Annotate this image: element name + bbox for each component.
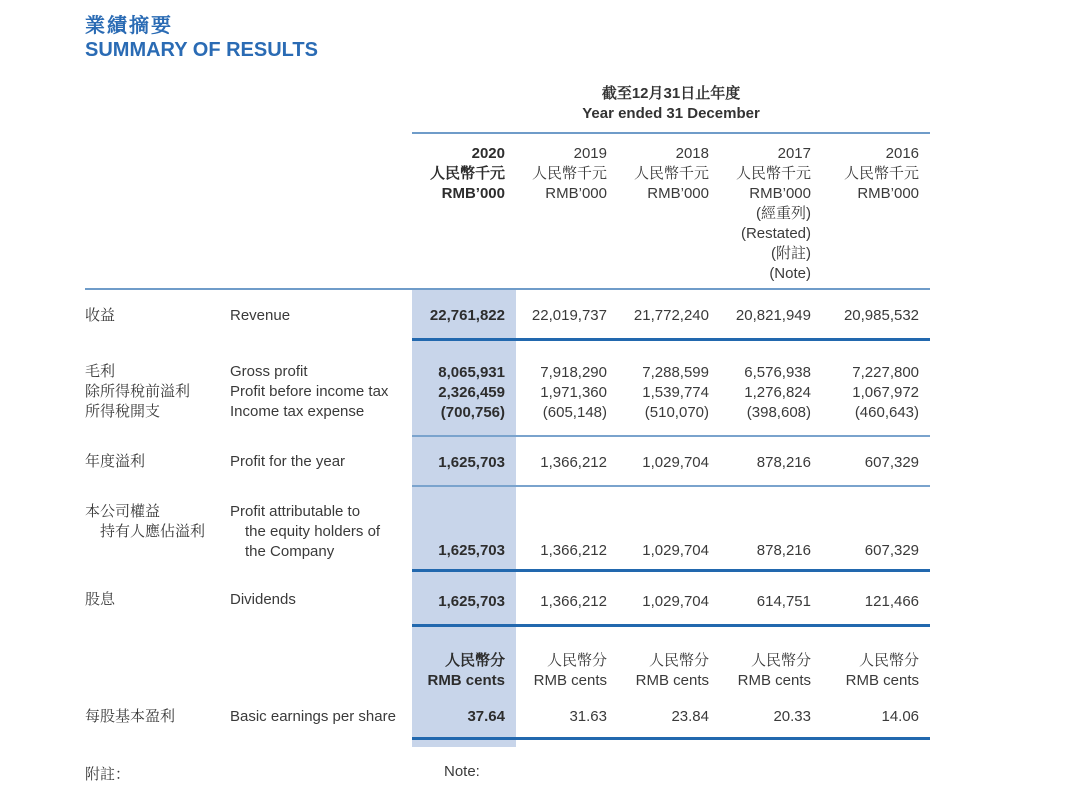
values-profit-group-2016 (822, 340, 930, 437)
column-year: 2016 (885, 145, 920, 162)
row-profit-attributable (85, 486, 930, 570)
units-spacer-en (230, 625, 412, 699)
units-2017 (720, 625, 822, 699)
column-header-spacer-zh (85, 133, 230, 289)
label-zh-line: 持有人應佔溢利 (100, 523, 206, 540)
label-zh-revenue: 收益 (85, 307, 116, 324)
value-profit-year-2016: 607,329 (822, 436, 930, 486)
value-dividends-2017: 614,751 (720, 570, 822, 625)
label-zh-line: 除所得稅前溢利 (85, 382, 191, 400)
label-zh-profit-group (85, 340, 230, 437)
label-zh-eps: 每股基本盈利 (85, 707, 176, 725)
column-unit-zh: 人民幣千元 (531, 165, 607, 182)
spacer-col-2017 (720, 738, 822, 747)
column-note: (Note) (769, 265, 811, 282)
value-profit-attributable-2019: 1,366,212 (516, 486, 618, 570)
value-revenue-2017: 20,821,949 (720, 289, 822, 340)
column-unit-zh: 人民幣千元 (735, 165, 811, 182)
results-table (85, 84, 930, 747)
unit-cents-en: RMB cents (845, 671, 920, 689)
unit-cents-zh: 人民幣分 (546, 651, 607, 669)
label-en-profit-year: Profit for the year (230, 453, 346, 470)
value-profit-year-2020: 1,625,703 (412, 436, 516, 486)
label-en-line: Profit before income tax (230, 382, 389, 400)
column-unit-zh: 人民幣千元 (633, 165, 709, 182)
value-line: 1,067,972 (852, 384, 920, 401)
unit-cents-en: RMB cents (427, 671, 505, 689)
label-en-revenue: Revenue (230, 307, 291, 324)
value-dividends-2018: 1,029,704 (618, 570, 720, 625)
unit-cents-en: RMB cents (533, 671, 607, 689)
value-line: 2,326,459 (438, 384, 505, 401)
column-header-2017 (720, 133, 822, 289)
value-line: (510,070) (644, 404, 709, 421)
period-header-zh: 截至12月31日止年度 (601, 85, 741, 102)
value-line: 7,288,599 (642, 364, 709, 381)
value-eps-2019: 31.63 (516, 699, 618, 739)
page-title-en: SUMMARY OF RESULTS (85, 39, 318, 61)
value-profit-year-2017: 878,216 (720, 436, 822, 486)
column-unit-zh: 人民幣千元 (844, 165, 920, 182)
value-line: 1,539,774 (642, 384, 709, 401)
footnote-zh: 附註： (85, 765, 131, 783)
value-line: 1,971,360 (540, 384, 607, 401)
label-zh-line: 毛利 (85, 362, 116, 380)
value-profit-attributable-2017: 878,216 (720, 486, 822, 570)
page-title-zh: 業績摘要 (85, 15, 173, 37)
column-header-2018 (618, 133, 720, 289)
value-eps-2017: 20.33 (720, 699, 822, 739)
column-note: (經重列) (756, 205, 811, 222)
column-header-row (85, 133, 930, 289)
value-line: (398,608) (746, 404, 811, 421)
value-line: 1,276,824 (744, 384, 811, 401)
row-units (85, 625, 930, 699)
value-line: (605,148) (542, 404, 607, 421)
footnote-en: Note: (444, 762, 480, 780)
column-note: (Restated) (740, 225, 811, 242)
page-title (85, 14, 1080, 62)
unit-cents-zh: 人民幣分 (648, 651, 709, 669)
units-2016 (822, 625, 930, 699)
spacer-zh (85, 738, 230, 747)
value-line: 7,918,290 (540, 364, 607, 381)
units-2018 (618, 625, 720, 699)
value-dividends-2016: 121,466 (822, 570, 930, 625)
value-profit-attributable-2016: 607,329 (822, 486, 930, 570)
footnote-row (0, 763, 1080, 783)
label-en-dividends: Dividends (230, 591, 296, 608)
label-en-profit-group (230, 340, 412, 437)
unit-cents-en: RMB cents (635, 671, 709, 689)
row-profit-group (85, 340, 930, 437)
unit-cents-en: RMB cents (737, 671, 811, 689)
column-unit-en: RMB’000 (545, 185, 607, 202)
unit-cents-zh: 人民幣分 (859, 651, 920, 669)
value-line: 8,065,931 (438, 364, 505, 381)
column-unit-en: RMB’000 (647, 185, 709, 202)
label-zh-line: 所得稅開支 (85, 402, 161, 420)
label-en-profit-attributable (230, 486, 412, 570)
label-en-line: Profit attributable to (230, 503, 361, 520)
row-profit-year (85, 436, 930, 486)
value-dividends-2019: 1,366,212 (516, 570, 618, 625)
column-header-2016 (822, 133, 930, 289)
row-dividends (85, 570, 930, 625)
value-revenue-2019: 22,019,737 (516, 289, 618, 340)
value-revenue-2020: 22,761,822 (412, 289, 516, 340)
spacer-en (230, 738, 412, 747)
column-unit-en: RMB’000 (749, 185, 811, 202)
value-eps-2020: 37.64 (412, 699, 516, 739)
value-eps-2018: 23.84 (618, 699, 720, 739)
value-line: (700,756) (440, 404, 505, 421)
label-zh-dividends: 股息 (85, 591, 116, 608)
column-header-2019 (516, 133, 618, 289)
label-zh-profit-attributable (85, 486, 230, 570)
period-header-row (85, 84, 930, 133)
unit-cents-zh: 人民幣分 (444, 651, 505, 669)
period-header (412, 84, 930, 133)
spacer-col-2019 (516, 738, 618, 747)
row-eps (85, 699, 930, 739)
values-profit-group-2020 (412, 340, 516, 437)
column-unit-en: RMB’000 (857, 185, 920, 202)
spacer-col-2018 (618, 738, 720, 747)
column-note: (附註) (771, 245, 811, 262)
column-unit-zh: 人民幣千元 (429, 165, 505, 182)
units-2020 (412, 625, 516, 699)
label-zh-line: 本公司權益 (85, 503, 161, 520)
label-en-eps: Basic earnings per share (230, 707, 396, 725)
column-header-spacer-en (230, 133, 412, 289)
column-unit-en: RMB’000 (441, 185, 505, 202)
column-year: 2018 (675, 145, 709, 162)
column-year: 2017 (777, 145, 811, 162)
value-profit-year-2019: 1,366,212 (516, 436, 618, 486)
spacer-col-2016 (822, 738, 930, 747)
label-en-line: the Company (245, 543, 335, 560)
units-spacer-zh (85, 625, 230, 699)
value-eps-2016: 14.06 (822, 699, 930, 739)
label-zh-profit-year: 年度溢利 (85, 453, 146, 470)
label-en-line: Gross profit (230, 362, 308, 380)
column-year: 2020 (471, 145, 505, 162)
value-profit-year-2018: 1,029,704 (618, 436, 720, 486)
units-2019 (516, 625, 618, 699)
value-revenue-2016: 20,985,532 (822, 289, 930, 340)
row-spacer (85, 738, 930, 747)
value-dividends-2020: 1,625,703 (412, 570, 516, 625)
label-en-line: Income tax expense (230, 402, 365, 420)
period-header-spacer (85, 84, 412, 133)
values-profit-group-2018 (618, 340, 720, 437)
spacer-col-2020 (412, 738, 516, 747)
row-revenue (85, 289, 930, 340)
label-en-line: the equity holders of (245, 523, 381, 540)
value-line: 6,576,938 (744, 364, 811, 381)
value-profit-attributable-2020: 1,625,703 (412, 486, 516, 570)
unit-cents-zh: 人民幣分 (750, 651, 811, 669)
column-year: 2019 (573, 145, 607, 162)
values-profit-group-2017 (720, 340, 822, 437)
values-profit-group-2019 (516, 340, 618, 437)
value-line: 7,227,800 (852, 364, 920, 381)
value-revenue-2018: 21,772,240 (618, 289, 720, 340)
value-line: (460,643) (854, 404, 920, 421)
column-header-2020 (412, 133, 516, 289)
value-profit-attributable-2018: 1,029,704 (618, 486, 720, 570)
period-header-en: Year ended 31 December (582, 105, 760, 122)
